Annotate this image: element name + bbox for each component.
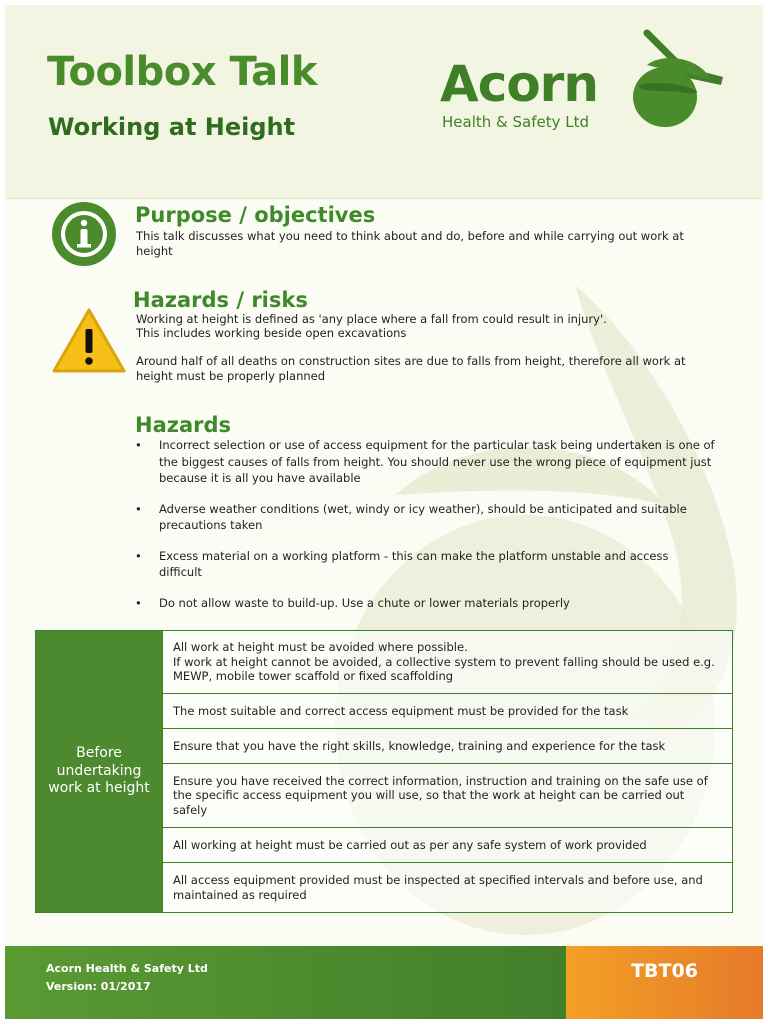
list-item: • Do not allow waste to build-up. Use a chute or lower materials properly [135, 595, 715, 612]
risks-heading: Hazards / risks [133, 288, 308, 312]
table-row [163, 694, 732, 729]
purpose-heading: Purpose / objectives [135, 203, 376, 227]
footer [5, 946, 763, 1019]
table-row [163, 729, 732, 764]
page-subtitle: Working at Height [48, 113, 296, 141]
risks-line1: Working at height is defined as 'any place where a fall from could result in injury'. [136, 312, 607, 326]
table-row-text: Ensure that you have the right skills, knowledge, training and experience for the task [173, 738, 666, 753]
info-icon [51, 201, 117, 267]
logo-subtitle: Health & Safety Ltd [442, 113, 589, 131]
table-label: Before undertaking work at height [36, 631, 163, 912]
footer-version: Version: 01/2017 [46, 980, 151, 993]
table-row [163, 863, 732, 912]
header [5, 5, 763, 199]
document-code: TBT06 [631, 960, 698, 982]
footer-company: Acorn Health & Safety Ltd [46, 962, 208, 975]
page-title: Toolbox Talk [47, 49, 317, 95]
table-row [163, 764, 732, 828]
table-row-text: Ensure you have received the correct information, instruction and training on the safe use of the specific access equipment you will use, so that the work at height can be carried out safely [173, 773, 708, 817]
table-row [163, 828, 732, 863]
warning-icon [51, 307, 127, 375]
list-item: • Adverse weather conditions (wet, windy or icy weather), should be anticipated and suitable precautions taken [135, 501, 715, 534]
table-row-text: The most suitable and correct access equipment must be provided for the task [173, 703, 629, 718]
footer-code-box [566, 946, 763, 1019]
hazards-list [135, 437, 715, 625]
table-row-text: All access equipment provided must be inspected at specified intervals and before use, and maintained as required [173, 873, 703, 902]
logo-name: Acorn [440, 55, 598, 113]
table-row-text: All working at height must be carried out as per any safe system of work provided [173, 837, 647, 852]
list-item: • Incorrect selection or use of access equipment for the particular task being undertaken is one of the biggest causes of falls from height. You should never use the wrong piece of equipment just because it is all you have available [135, 437, 715, 487]
acorn-logo-icon [625, 25, 735, 137]
precautions-table [35, 630, 733, 913]
risks-paragraph2: Around half of all deaths on construction sites are due to falls from height, therefore all work at height must be properly planned [136, 354, 686, 383]
table-rows [163, 631, 732, 912]
purpose-text: This talk discusses what you need to think about and do, before and while carrying out work at height [136, 229, 684, 258]
table-row-text: If work at height cannot be avoided, a collective system to prevent falling should be used e.g. MEWP, mobile tower scaffold or fixed scaffolding [173, 654, 715, 684]
list-item: • Excess material on a working platform - this can make the platform unstable and access difficult [135, 548, 715, 581]
page [5, 5, 763, 1019]
table-row [163, 631, 732, 694]
hazards-heading: Hazards [135, 413, 232, 437]
risks-line2: This includes working beside open excavations [136, 326, 407, 340]
table-row-text: All work at height must be avoided where possible. [173, 640, 468, 655]
